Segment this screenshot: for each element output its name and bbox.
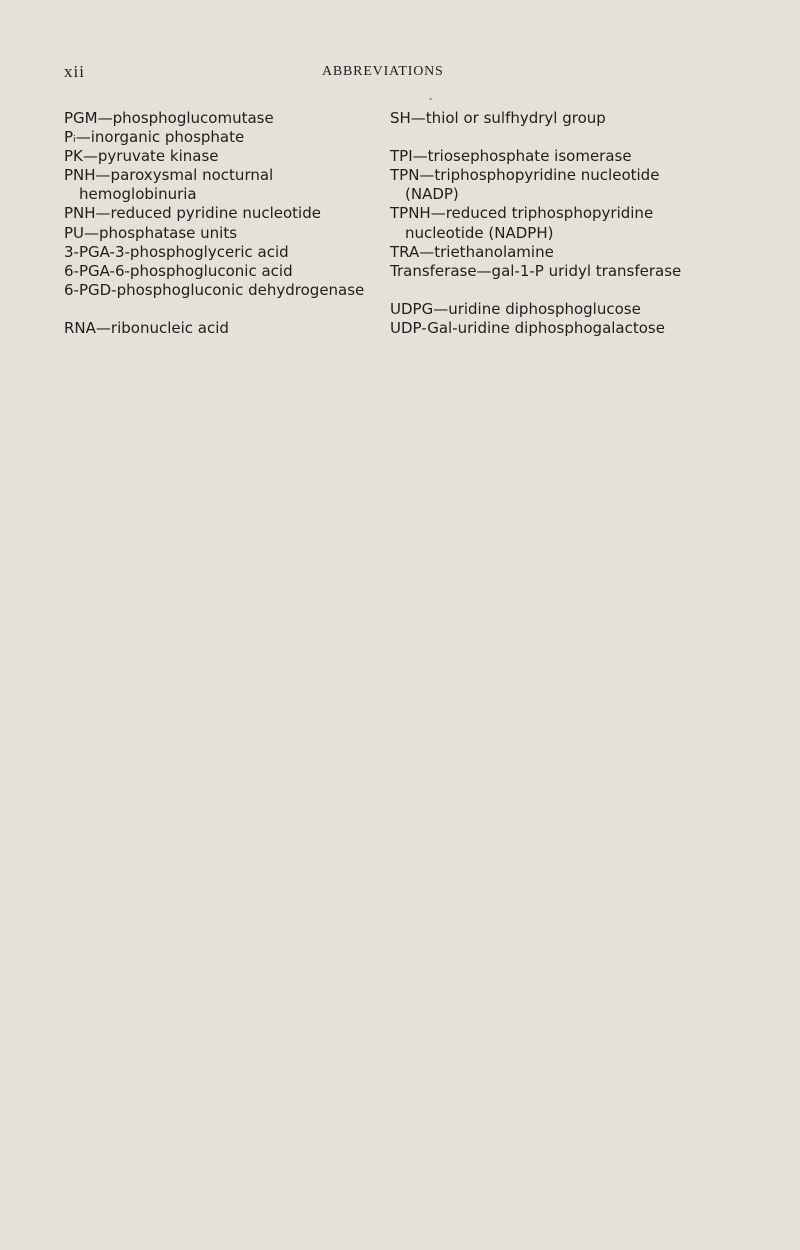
abbreviation-entry: TPI—triosephosphate isomerase <box>390 147 632 166</box>
abbreviation-entry: TPNH—reduced triphosphopyridine <box>390 204 654 223</box>
abbreviation-entry: 3-PGA-3-phosphoglyceric acid <box>64 242 289 261</box>
abbreviation-entry: PU—phosphatase units <box>64 223 238 242</box>
abbreviation-entry: SH—thiol or sulfhydryl group <box>390 109 606 127</box>
abbreviation-entry: Transferase—gal-1-P uridyl transferase <box>390 261 682 280</box>
entry-gap <box>390 281 681 300</box>
abbreviation-entry-continuation: hemoglobinuria <box>79 185 197 204</box>
abbreviation-entry: 6-PGD-phosphogluconic dehydrogenase <box>64 280 365 299</box>
abbreviation-entry: PNH—paroxysmal nocturnal <box>64 166 274 185</box>
right-column <box>390 109 681 338</box>
abbreviation-entry-continuation: (NADP) <box>405 185 459 204</box>
abbreviation-entry: 6-PGA-6-phosphogluconic acid <box>64 261 293 280</box>
side-mark: ˇ <box>428 98 433 109</box>
abbreviation-entry: PGM—phosphoglucomutase <box>64 109 274 127</box>
entry-gap <box>390 128 681 147</box>
abbreviation-entry: UDPG—uridine diphosphoglucose <box>390 299 641 318</box>
abbreviation-entry: UDP-Gal-uridine diphosphogalactose <box>390 319 665 338</box>
abbreviation-entry: Pᵢ—inorganic phosphate <box>64 128 245 147</box>
left-column <box>64 109 364 338</box>
abbreviation-entry: PK—pyruvate kinase <box>64 147 219 166</box>
page-number: xii <box>64 62 85 81</box>
abbreviation-entry: TPN—triphosphopyridine nucleotide <box>390 166 660 185</box>
entry-gap <box>64 300 364 319</box>
abbreviation-entry: RNA—ribonucleic acid <box>64 319 229 338</box>
abbreviation-entry: TRA—triethanolamine <box>390 242 554 261</box>
running-head: ABBREVIATIONS <box>322 64 444 79</box>
abbreviation-entry: PNH—reduced pyridine nucleotide <box>64 204 321 223</box>
abbreviation-entry-continuation: nucleotide (NADPH) <box>405 223 554 242</box>
